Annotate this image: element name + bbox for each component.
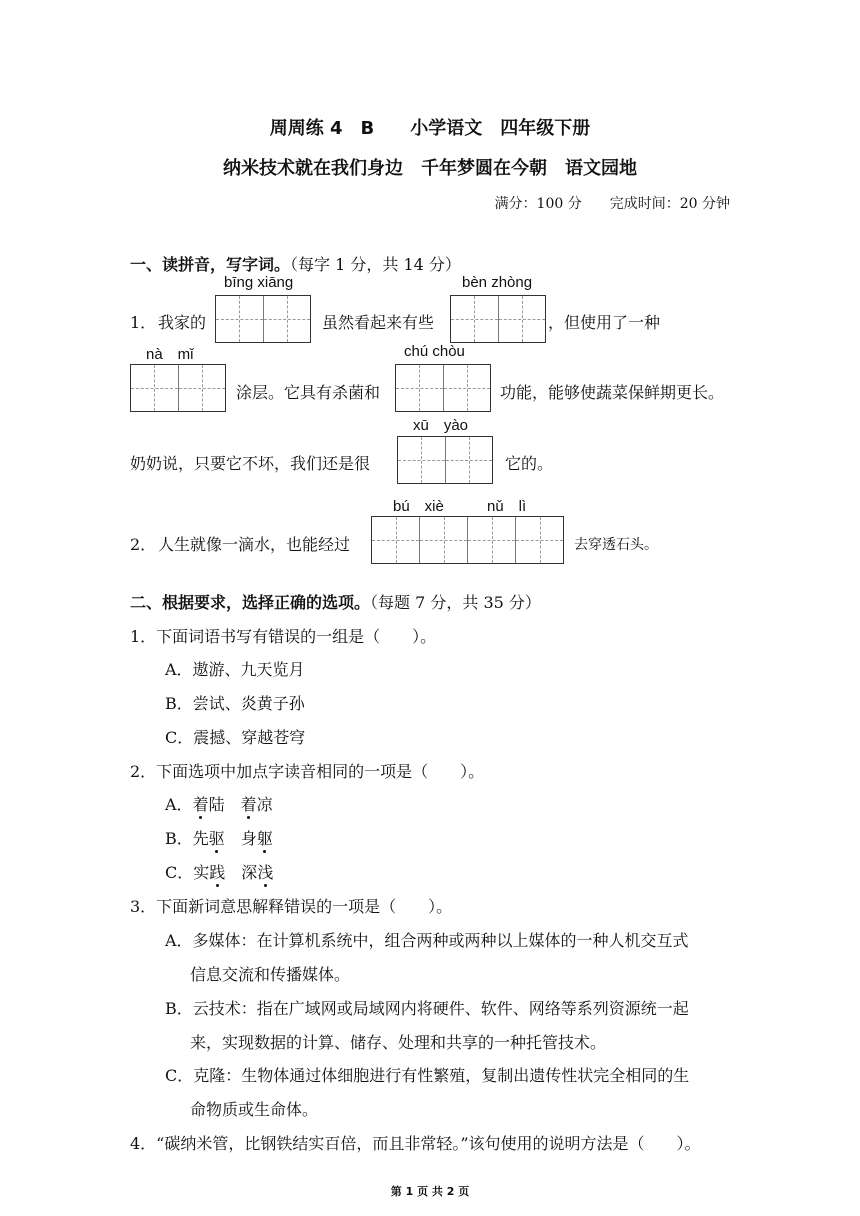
answer-box-buxie-nuli[interactable] <box>371 516 564 564</box>
mc-q3-option-c-line2: 命物质或生命体。 <box>190 1100 319 1119</box>
answer-box-xuyao[interactable] <box>397 436 493 484</box>
char-cell[interactable] <box>499 296 546 342</box>
q1-text-6: 奶奶说，只要它不坏，我们还是很 <box>130 454 371 473</box>
mc-q1-stem: 1．下面词语书写有错误的一组是（ ）。 <box>130 627 437 646</box>
section-1-title: 一、读拼音，写字词。 <box>130 255 291 274</box>
pinyin-bu-xie: bú xiè <box>393 498 444 515</box>
dotted-char: 着 <box>241 792 257 815</box>
pinyin-xu-yao: xū yào <box>413 417 469 434</box>
char-cell[interactable] <box>398 437 446 483</box>
answer-box-nami[interactable] <box>130 364 226 412</box>
option-label: B． <box>165 829 193 848</box>
section-2-note: （每题 7 分，共 35 分） <box>370 593 541 612</box>
answer-box-bingxiang[interactable] <box>215 295 311 343</box>
title-line-1: 周周练 4 B 小学语文 四年级下册 <box>269 118 591 139</box>
char-cell[interactable] <box>468 517 516 563</box>
char: 实 <box>193 863 210 882</box>
char-cell[interactable] <box>516 517 563 563</box>
dotted-char: 驱 <box>209 826 225 849</box>
title-line-2: 纳米技术就在我们身边 千年梦圆在今朝 语文园地 <box>223 158 637 179</box>
char-cell[interactable] <box>131 365 179 411</box>
char-cell[interactable] <box>451 296 499 342</box>
char: 身 <box>240 829 257 848</box>
char: 先 <box>192 829 209 848</box>
mc-q1-option-b[interactable]: B．尝试、炎黄子孙 <box>165 694 305 713</box>
q1-text-2: 虽然看起来有些 <box>322 313 435 332</box>
option-label: C． <box>165 863 194 882</box>
section-1-note: （每字 1 分，共 14 分） <box>290 255 461 274</box>
pinyin-chu-chou: chú chòu <box>404 343 465 360</box>
score-time: 满分：100 分 完成时间：20 分钟 <box>494 196 730 212</box>
char-cell[interactable] <box>446 437 493 483</box>
char: 陆 <box>208 795 225 814</box>
mc-q3-option-c-line1[interactable]: C．克隆：生物体通过体细胞进行有性繁殖，复制出遗传性状完全相同的生 <box>165 1066 690 1085</box>
mc-q2-option-c[interactable] <box>165 860 273 883</box>
mc-q2-option-b[interactable] <box>165 826 273 849</box>
mc-q3-option-b-line1[interactable]: B．云技术：指在广域网或局域网内将硬件、软件、网络等系列资源统一起 <box>165 999 689 1018</box>
q2-text-2: 去穿透石头。 <box>574 537 658 553</box>
pinyin-bing-xiang: bīng xiāng <box>224 274 294 291</box>
option-label: A． <box>165 795 193 814</box>
dotted-char: 践 <box>209 860 225 883</box>
dotted-char: 躯 <box>257 826 273 849</box>
q1-number: 1． <box>130 313 157 332</box>
char: 凉 <box>256 795 273 814</box>
dotted-char: 浅 <box>257 860 273 883</box>
pinyin-na-mi: nà mǐ <box>146 346 194 363</box>
answer-box-benzhong[interactable] <box>450 295 546 343</box>
page-number: 第 1 页 共 2 页 <box>390 1185 470 1198</box>
mc-q3-option-a-line2: 信息交流和传播媒体。 <box>190 965 351 984</box>
q2-text-1: 人生就像一滴水，也能经过 <box>158 535 351 554</box>
mc-q3-option-a-line1[interactable]: A．多媒体：在计算机系统中，组合两种或两种以上媒体的一种人机交互式 <box>165 931 689 950</box>
mc-q3-stem: 3．下面新词意思解释错误的一项是（ ）。 <box>130 897 453 916</box>
q1-text-5: 功能，能够使蔬菜保鲜期更长。 <box>500 383 725 402</box>
section-2-title: 二、根据要求，选择正确的选项。 <box>130 593 371 612</box>
char-cell[interactable] <box>372 517 420 563</box>
q1-text-7: 它的。 <box>505 454 554 473</box>
mc-q1-option-a[interactable]: A．遨游、九天览月 <box>165 660 305 679</box>
char-cell[interactable] <box>216 296 264 342</box>
section-2-heading <box>130 590 541 613</box>
char: 深 <box>241 863 258 882</box>
char-cell[interactable] <box>396 365 444 411</box>
char-cell[interactable] <box>420 517 468 563</box>
section-1-heading <box>130 252 461 275</box>
dotted-char: 着 <box>193 792 209 815</box>
q1-text-4: 涂层。它具有杀菌和 <box>236 383 381 402</box>
pinyin-nu-li: nǔ lì <box>487 498 527 515</box>
mc-q1-option-c[interactable]: C．震撼、穿越苍穹 <box>165 728 306 747</box>
q2-number: 2． <box>130 535 157 554</box>
mc-q2-stem: 2．下面选项中加点字读音相同的一项是（ ）。 <box>130 762 485 781</box>
char-cell[interactable] <box>179 365 226 411</box>
answer-box-chuchou[interactable] <box>395 364 491 412</box>
q1-text-1: 我家的 <box>158 313 207 332</box>
q1-text-3: ，但使用了一种 <box>548 313 661 332</box>
mc-q3-option-b-line2: 来，实现数据的计算、储存、处理和共享的一种托管技术。 <box>190 1033 607 1052</box>
mc-q4-stem: 4．“碳纳米管，比钢铁结实百倍，而且非常轻。”该句使用的说明方法是（ ）。 <box>130 1134 701 1153</box>
char-cell[interactable] <box>444 365 491 411</box>
mc-q2-option-a[interactable] <box>165 792 273 815</box>
pinyin-ben-zhong: bèn zhòng <box>462 274 533 291</box>
char-cell[interactable] <box>264 296 311 342</box>
